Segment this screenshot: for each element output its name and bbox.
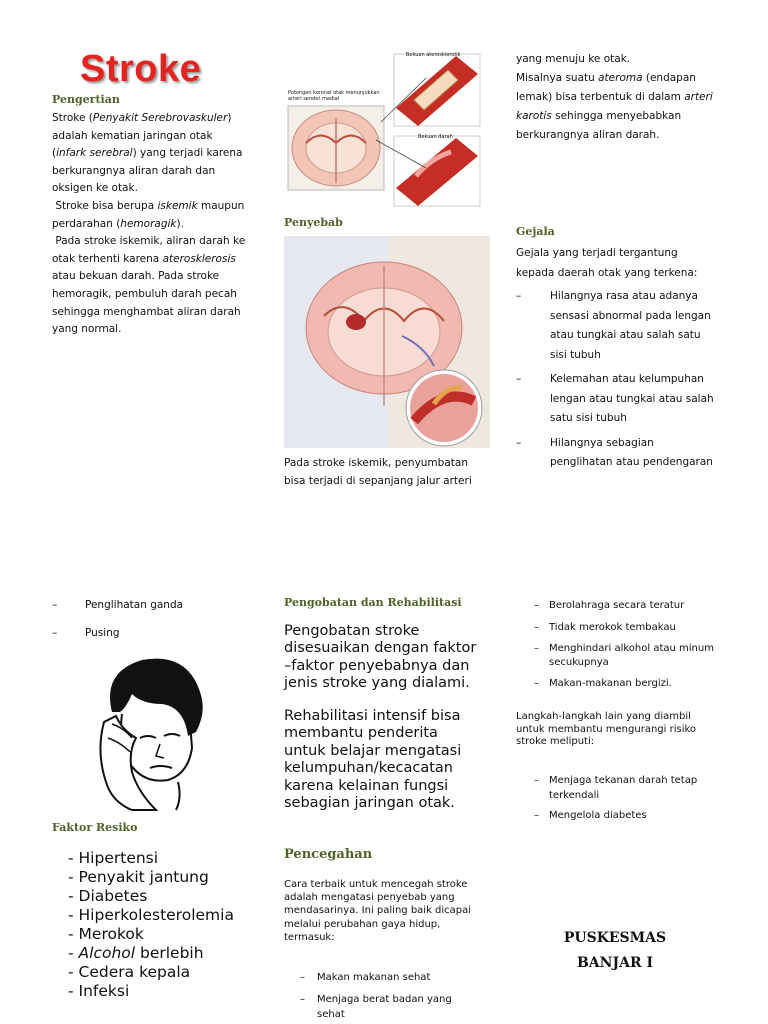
brain-artery-illustration: [286, 48, 482, 210]
gejala-intro: Gejala yang terjadi tergantung kepada daerah otak yang terkena:: [516, 247, 698, 279]
list-item: – Kelemahan atau kelumpuhan lengan atau tungkai atau salah satu sisi tubuh: [516, 370, 716, 429]
pencegahan-heading: Pencegahan: [284, 847, 373, 862]
figure-label-coronal: Potongan koronal otak menunjukkan arteri serebri medial: [288, 90, 380, 102]
brain-figure: [284, 236, 490, 448]
artery-figure: [286, 48, 482, 210]
pencegahan-text: Cara terbaik untuk mencegah stroke adalah mengatasi penyebab yang mendasarinya. Ini paling baik dicapai melalui perubahan gaya hidup, termasuk:: [284, 879, 472, 943]
faktor-item-3: Diabetes: [78, 887, 148, 905]
faktor-item-8: Infeksi: [78, 982, 130, 1000]
pengertian-heading: Pengertian: [52, 93, 120, 106]
pencegahan-item-2: Menjaga berat badan yang sehat: [317, 994, 452, 1020]
list-item: - Cedera kepala: [68, 963, 191, 981]
gejala-list: [516, 287, 716, 473]
pencegahan-item-5: Menghindari alkohol atau minum secukupnya: [549, 643, 714, 668]
page-title: Stroke: [80, 48, 202, 90]
list-item: – Menjaga berat badan yang sehat: [300, 992, 480, 1022]
list-item: - Infeksi: [68, 982, 130, 1000]
pengertian-text: Stroke (Penyakit Serebrovaskuler) adalah kematian jaringan otak (infark serebral) yang terjadi karena berkurangnya aliran darah dan oksigen ke otak. Stroke bisa berupa iskemik maupun perdarahan (hemoragik). Pada stroke iskemik, aliran darah ke otak terhenti karena aterosklerosis atau bekuan darah. Pada stroke hemoragik, pembuluh darah pecah sehingga menghambat aliran darah yang normal.: [52, 112, 246, 336]
figure-label-clot: Bekuan darah: [418, 134, 453, 140]
gejala-heading: Gejala: [516, 225, 555, 238]
gejala-item-2: Kelemahan atau kelumpuhan lengan atau tungkai atau salah satu sisi tubuh: [550, 373, 714, 424]
faktor-item-6: Alcohol berlebih: [78, 944, 204, 962]
puskesmas-line-2: BANJAR I: [576, 955, 654, 971]
puskesmas-name: [540, 926, 690, 976]
headache-illustration: [92, 652, 212, 812]
list-item: – Mengelola diabetes: [534, 810, 647, 821]
list-item: – Penglihatan ganda: [52, 599, 184, 611]
gejala-item-1: Hilangnya rasa atau adanya sensasi abnormal pada lengan atau tungkai atau salah satu sisi tubuh: [550, 290, 711, 361]
list-item: - Hiperkolesterolemia: [68, 906, 234, 924]
faktor-item-1: Hipertensi: [78, 849, 159, 867]
penyebab-continued: yang menuju ke otak. Misalnya suatu ateroma (endapan lemak) bisa terbentuk di dalam arteri karotis sehingga menyebabkan berkurangnya aliran darah.: [516, 53, 713, 141]
faktor-item-2: Penyakit jantung: [78, 868, 209, 886]
langkah-item-1: Menjaga tekanan darah tetap terkendali: [549, 775, 698, 801]
langkah-list: [534, 773, 724, 823]
pencegahan-list-continued: [534, 599, 724, 691]
pengobatan-heading: Pengobatan dan Rehabilitasi: [284, 596, 462, 609]
penyebab-heading: Penyebab: [284, 216, 343, 229]
gejala-item-3: Hilangnya sebagian penglihatan atau pendengaran: [550, 436, 713, 468]
list-item: - Diabetes: [68, 887, 148, 905]
pengobatan-paragraph-2: Rehabilitasi intensif bisa membantu penderita untuk belajar mengatasi kelumpuhan/kecacatan karena kelainan fungsi sebagian jaringan otak.: [284, 708, 462, 812]
pencegahan-item-3: Berolahraga secara teratur: [549, 600, 685, 611]
list-item: – Menghindari alkohol atau minum secukupnya: [534, 642, 724, 669]
list-item: – Makan makanan sehat: [300, 972, 431, 983]
list-item: – Makan-makanan bergizi.: [534, 678, 672, 689]
list-item: - Hipertensi: [68, 849, 159, 867]
figure-label-plaque: Bekuan aterosklerotik: [406, 52, 461, 58]
list-item: – Hilangnya sebagian penglihatan atau pendengaran: [516, 434, 716, 473]
pencegahan-item-1: Makan makanan sehat: [317, 972, 431, 983]
pencegahan-item-4: Tidak merokok tembakau: [549, 621, 676, 633]
list-item: - Merokok: [68, 925, 144, 943]
list-item: – Tidak merokok tembakau: [534, 621, 676, 633]
langkah-item-2: Mengelola diabetes: [549, 810, 647, 821]
faktor-resiko-list: [68, 849, 268, 1001]
penyebab-text: Pada stroke iskemik, penyumbatan bisa terjadi di sepanjang jalur arteri: [284, 457, 472, 487]
puskesmas-line-1: PUSKESMAS: [563, 930, 667, 946]
list-item: - Alcohol berlebih: [68, 944, 204, 962]
list-item: – Pusing: [52, 626, 120, 639]
pencegahan-list: [300, 970, 480, 1022]
faktor-resiko-heading: Faktor Resiko: [52, 821, 138, 834]
faktor-item-5: Merokok: [78, 925, 144, 943]
list-item: – Berolahraga secara teratur: [534, 600, 685, 611]
pengobatan-paragraph-1: Pengobatan stroke disesuaikan dengan faktor –faktor penyebabnya dan jenis stroke yang dialami.: [284, 623, 477, 692]
langkah-text: Langkah-langkah lain yang diambil untuk membantu mengurangi risiko stroke meliputi:: [516, 711, 697, 747]
gejala-item-4: Penglihatan ganda: [85, 599, 184, 611]
faktor-item-7: Cedera kepala: [78, 963, 191, 981]
list-item: – Menjaga tekanan darah tetap terkendali: [534, 773, 724, 803]
headache-man-icon: [92, 652, 212, 812]
list-item: – Hilangnya rasa atau adanya sensasi abnormal pada lengan atau tungkai atau salah satu sisi tubuh: [516, 287, 716, 365]
gejala-list-continued: [52, 597, 252, 642]
pencegahan-item-6: Makan-makanan bergizi.: [549, 678, 672, 689]
faktor-item-4: Hiperkolesterolemia: [78, 906, 234, 924]
brain-stroke-illustration: [284, 236, 490, 448]
list-item: - Penyakit jantung: [68, 868, 209, 886]
gejala-item-5: Pusing: [85, 626, 120, 639]
